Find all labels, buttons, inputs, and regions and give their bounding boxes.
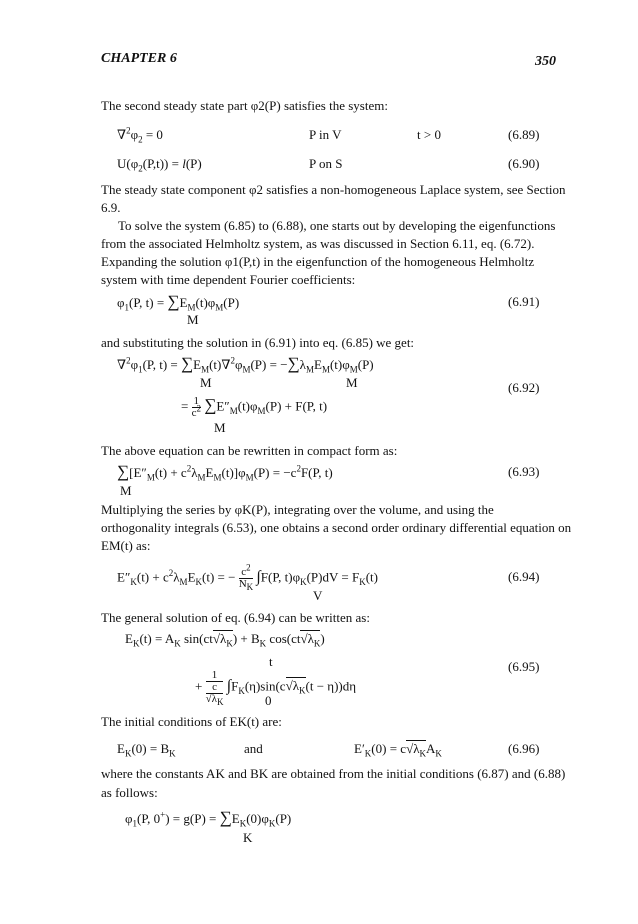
sum-index: K [243, 830, 253, 845]
equation-6-95-line-1: $E_K(t) = A_K$ $\sin(ct√\lambda_K) + B_K$ $\cos(ct√\lambda_K)$ [125, 631, 325, 649]
equation-number: (6.91) [508, 294, 540, 309]
equation-number: (6.95) [508, 659, 540, 674]
chapter-heading: CHAPTER 6 [101, 51, 177, 66]
paragraph-line: Expanding the solution φ1(P,t) in the eigenfunction of the homogeneous Helmholtz [101, 254, 535, 269]
paragraph-line: EM(t) as: [101, 538, 151, 553]
integral-lower-limit: 0 [265, 693, 272, 708]
equation-number: (6.96) [508, 741, 540, 756]
equation-6-91: $\varphi_1(P$, $t) = \sum E_M(t)\varphi_M(P)$ [117, 292, 240, 313]
paragraph-line: where the constants AK and BK are obtained from the initial conditions (6.87) and (6.88) [101, 766, 566, 781]
paragraph-line: The steady state component φ2 satisfies a non-homogeneous Laplace system, see Section [101, 182, 566, 197]
sum-index: M [200, 375, 212, 390]
paragraph-line: system with time dependent Fourier coefficients: [101, 272, 356, 287]
paragraph-line: orthogonality integrals (6.53), one obtains a second order ordinary differential equation on [101, 520, 572, 535]
paragraph-line: 6.9. [101, 200, 121, 215]
equation-number: (6.90) [508, 156, 540, 171]
equation-initial-condition: $\varphi_1(P$, $0^+) = g(P) = \sum E_K(0)\varphi_K(P)$ [125, 808, 292, 829]
equation-6-90: $U(\varphi_2(P,t)) = l(P)$ [117, 156, 202, 174]
paragraph-line: The initial conditions of EK(t) are: [101, 714, 282, 729]
equation-6-96-right: $E'_K(0) = c√\lambda_KA_K$ [354, 741, 442, 759]
equation-number: (6.89) [508, 127, 540, 142]
sum-index: M [214, 420, 226, 435]
equation-condition: P on S [309, 156, 343, 171]
equation-number: (6.93) [508, 464, 540, 479]
paragraph-line: The above equation can be rewritten in compact form as: [101, 443, 398, 458]
page-number: 350 [535, 54, 556, 69]
equation-number: (6.94) [508, 569, 540, 584]
paragraph-line: The second steady state part φ2(P) satisfies the system: [101, 98, 388, 113]
paragraph-line: as follows: [101, 785, 158, 800]
equation-connector: and [244, 741, 263, 756]
equation-6-95-line-2: + 1 c $√\lambda_K$ $\int F_K(\eta)\sin(c√\lambda_K(t - \eta))d\eta$ [195, 669, 357, 708]
paragraph-line: To solve the system (6.85) to (6.88), one starts out by developing the eigenfunctions [118, 218, 556, 233]
equation-condition: t > 0 [417, 127, 441, 142]
sum-index: M [120, 483, 132, 498]
integral-upper-limit: t [269, 654, 273, 669]
equation-number: (6.92) [508, 380, 540, 395]
equation-condition: P in V [309, 127, 342, 142]
equation-6-89: $\nabla^2\varphi_2 = 0$ [117, 125, 163, 145]
equation-6-92-line-1: $\nabla^2\varphi_1(P$, $t) = \sum E_M(t)\nabla^2\varphi_M(P) = -\sum\lambda_ME_M(t)\varphi_M(P)$ [117, 354, 374, 375]
equation-6-93: $\sum[E''_M(t) + c^2\lambda_ME_M(t)]\varphi_M(P) = -c^2F(P$, t) [117, 462, 333, 483]
sum-index: M [187, 312, 199, 327]
integral-lower-limit: V [313, 588, 323, 603]
paragraph-line: from the associated Helmholtz system, as was discussed in Section 6.11, eq. (6.72). [101, 236, 535, 251]
equation-6-92-line-2: = $\frac{1}{c^2}$ $\sum E''_M(t)\varphi_M(P) + F(P$, t) [181, 395, 328, 419]
equation-6-96-left: $E_K(0) = B_K$ [117, 741, 176, 759]
equation-6-94: $E''_K(t) + c^2\lambda_ME_K(t)$ = − $\frac{c^2}{N_K}$ ∫F(P, $t)\varphi_K(P)dV = F_K(t)$ [117, 562, 378, 593]
paragraph-line: and substituting the solution in (6.91) into eq. (6.85) we get: [101, 335, 415, 350]
paragraph-line: The general solution of eq. (6.94) can be written as: [101, 610, 370, 625]
paragraph-line: Multiplying the series by φK(P), integrating over the volume, and using the [101, 502, 494, 517]
sum-index: M [346, 375, 358, 390]
